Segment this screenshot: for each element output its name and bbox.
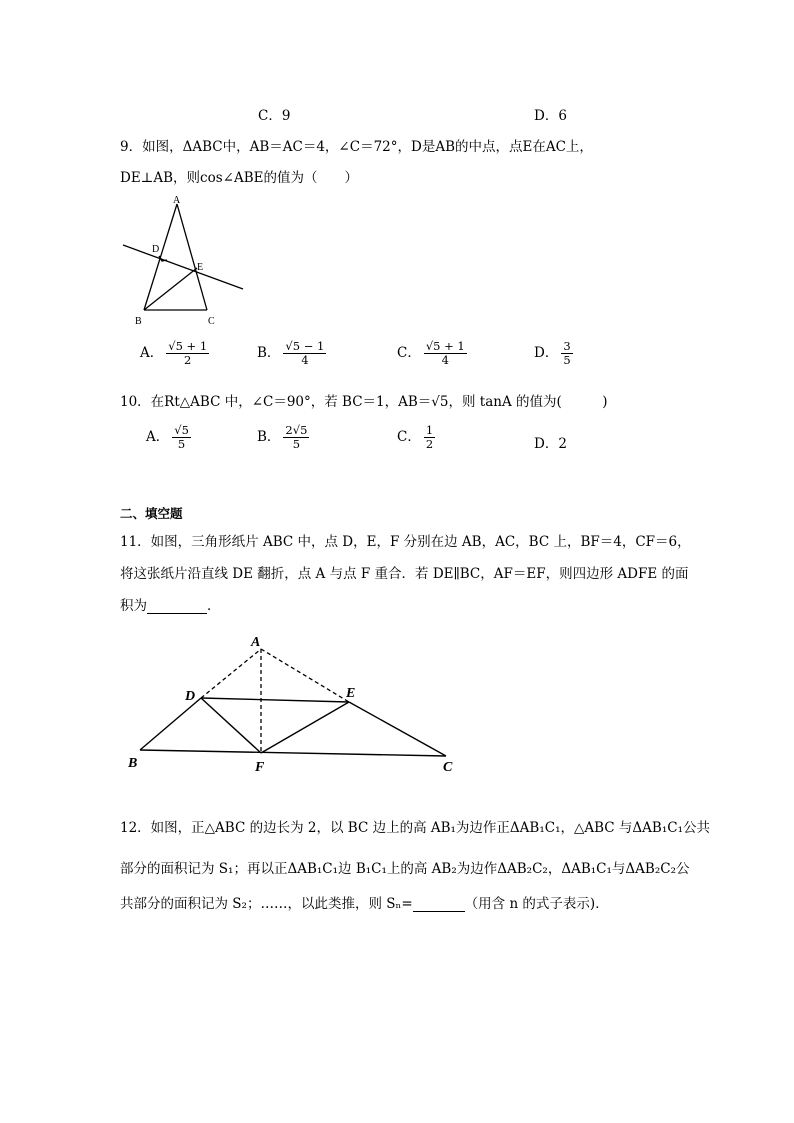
q12-stem-line3: 共部分的面积记为 S₂；……，以此类推，则 Sₙ= （用含 n 的式子表示)． bbox=[120, 896, 609, 912]
q11-label-a: A bbox=[251, 635, 261, 650]
q10-option-b: B． $\frac{2√5}{5}$ bbox=[257, 423, 308, 451]
q11-dashed-ae bbox=[261, 649, 349, 702]
q9-figure bbox=[115, 190, 255, 330]
q11-segment-bd bbox=[140, 698, 201, 750]
q11-figure bbox=[125, 628, 465, 780]
q11-label-d: D bbox=[185, 689, 196, 704]
q9-option-c: C． $\frac{√5 + 1}{4}$ bbox=[397, 339, 465, 367]
q9-label-c: C bbox=[208, 316, 215, 327]
q9-segment-be bbox=[144, 268, 197, 310]
q9-label-b: B bbox=[135, 316, 142, 327]
q11-stem-line1: 11．如图，三角形纸片 ABC 中，点 D，E，F 分别在边 AB，AC，BC 上，BF＝4，CF＝6， bbox=[120, 534, 691, 550]
q10-stem: 10．在Rt△ABC 中，∠C＝90°，若 BC＝1，AB＝√5，则 tanA 的值为( ) bbox=[120, 394, 608, 410]
q9-stem-line2: DE⊥AB，则cos∠ABE的值为（ ） bbox=[120, 170, 358, 186]
q11-segment-ec bbox=[349, 702, 446, 756]
q9-stem-line1: 9．如图，ΔABC中，AB＝AC＝4，∠C＝72°，D是AB的中点，点E在AC上， bbox=[120, 139, 593, 155]
q11-label-c: C bbox=[443, 760, 453, 775]
q11-label-b: B bbox=[128, 756, 138, 771]
q11-segment-de bbox=[201, 698, 349, 702]
q8-option-c: C．9 bbox=[258, 108, 291, 124]
q9-segment-ab bbox=[144, 204, 177, 310]
q11-stem-line3: 积为 ． bbox=[120, 598, 221, 614]
q11-answer-blank[interactable] bbox=[147, 599, 207, 614]
q11-segment-bc bbox=[140, 750, 446, 756]
q9-option-b: B． $\frac{√5 - 1}{4}$ bbox=[257, 339, 325, 367]
q9-segment-ac bbox=[177, 204, 207, 310]
q11-stem-line2: 将这张纸片沿直线 DE 翻折，点 A 与点 F 重合．若 DE∥BC，AF＝EF，则四边形 ADFE 的面 bbox=[120, 566, 689, 582]
section-title: 二、填空题 bbox=[120, 506, 183, 521]
q11-segment-df bbox=[201, 698, 261, 753]
q10-option-d: D．2 bbox=[534, 436, 567, 452]
q12-stem-line2: 部分的面积记为 S₁；再以正ΔAB₁C₁边 B₁C₁上的高 AB₂为边作ΔAB₂C₂，ΔAB₁C₁与ΔAB₂C₂公 bbox=[120, 861, 690, 877]
q8-option-d: D．6 bbox=[534, 108, 567, 124]
q10-option-a: A． $\frac{√5}{5}$ bbox=[146, 423, 189, 451]
q9-label-a: A bbox=[173, 195, 181, 206]
q9-right-angle-mark bbox=[159, 256, 167, 261]
q11-label-f: F bbox=[255, 760, 265, 775]
q9-line-de bbox=[123, 245, 243, 289]
q12-answer-blank[interactable] bbox=[413, 897, 465, 912]
q9-option-a: A． $\frac{√5 + 1}{2}$ bbox=[140, 339, 208, 367]
q9-label-d: D bbox=[152, 244, 160, 255]
q10-option-c: C． $\frac{1}{2}$ bbox=[397, 423, 434, 451]
q11-dashed-da bbox=[201, 649, 261, 698]
q12-stem-line1: 12．如图，正△ABC 的边长为 2，以 BC 边上的高 AB₁为边作正ΔAB₁C₁，△ABC 与ΔAB₁C₁公共 bbox=[120, 820, 711, 836]
q9-label-e: E bbox=[197, 262, 204, 273]
q11-label-e: E bbox=[346, 686, 356, 701]
q9-option-d: D． $\frac{3}{5}$ bbox=[534, 339, 571, 367]
q11-segment-ef bbox=[261, 702, 349, 753]
